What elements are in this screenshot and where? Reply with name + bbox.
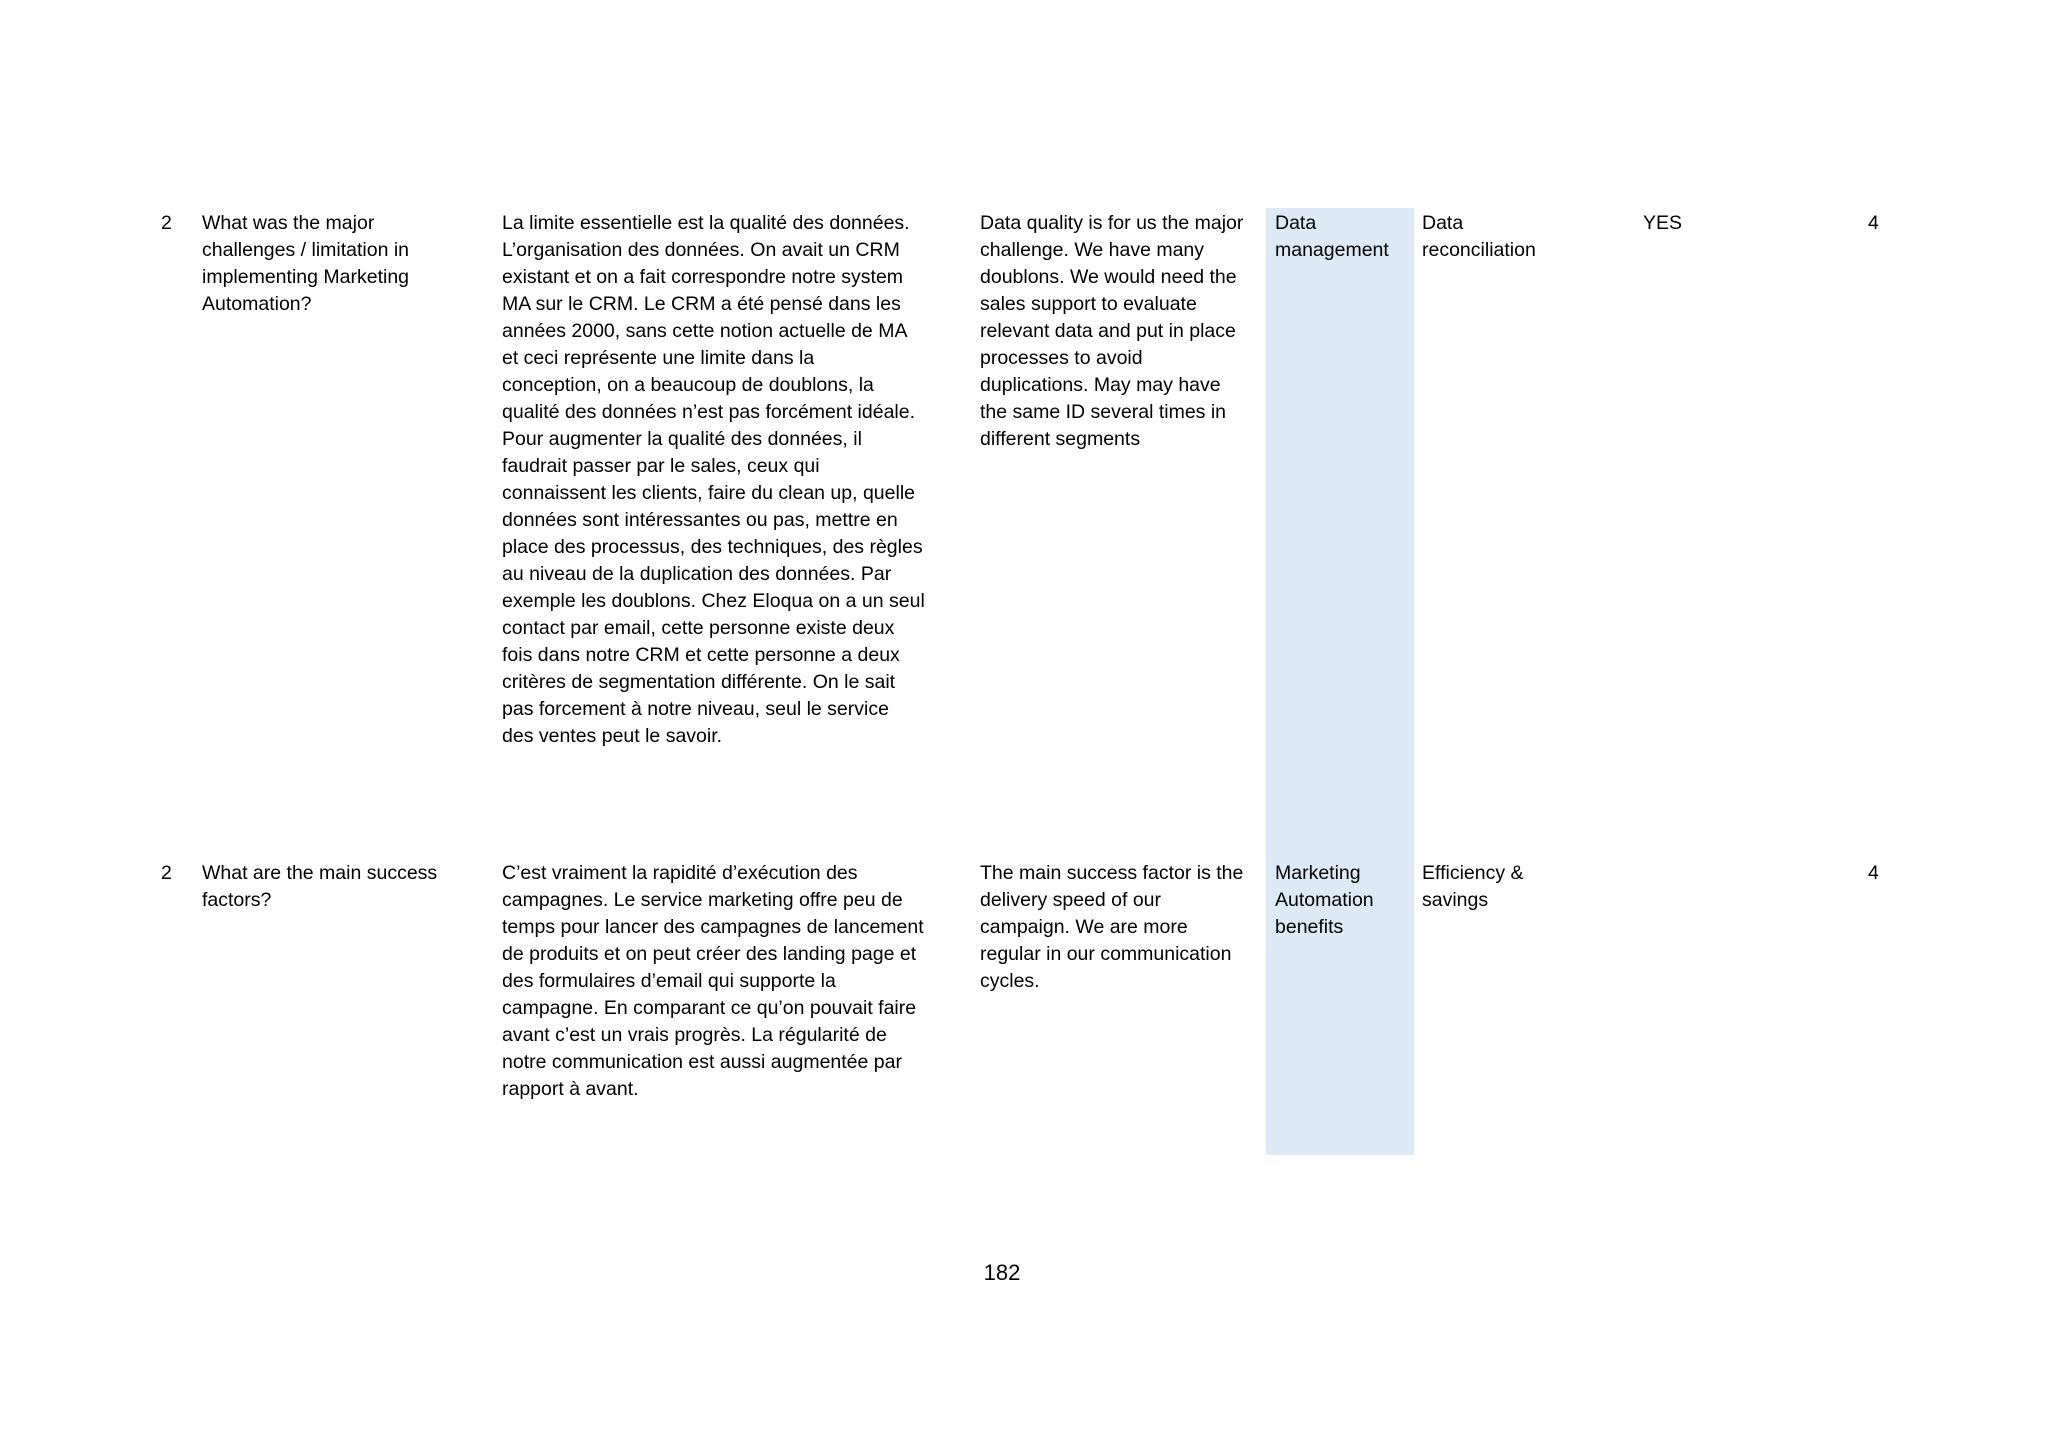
row-number: 2 [161,862,172,884]
question-text: What was the major challenges / limitation in implementing Marketing Automation? [202,212,410,315]
confirmation-value: YES [1643,212,1683,234]
english-summary: The main success factor is the delivery speed of our campaign. We are more regular in our communication cycles. [980,862,1244,992]
french-answer: La limite essentielle est la qualité des données. L’organisation des données. On avait un CRM existant et on a fait correspondre notre system MA sur le CRM. Le CRM a été pensé dans les années 2000, sans cette notion actuelle de MA et ceci représente une limite dans la conception, on a beaucoup de doublons, la qualité des données n’est pas forcément idéale. Pour augmenter la qualité des données, il faudrait passer par le sales, ceux qui connaissent les clients, faire du clean up, quelle données sont intéressantes ou pas, mettre en place des processus, des techniques, des règles au niveau de la duplication des données. Par exemple les doublons. Chez Eloqua on a un seul contact par email, cette personne existe deux fois dans notre CRM et cette personne a deux critères de segmentation différente. On le sait pas forcement à notre niveau, seul le service des ventes peut le savoir. [502,212,925,747]
question-text: What are the main success factors? [202,862,438,911]
english-summary: Data quality is for us the major challenge. We have many doublons. We would need the sales support to evaluate relevant data and put in place processes to avoid duplications. May may have the same ID several times in different segments [980,212,1244,450]
french-answer: C’est vraiment la rapidité d’exécution des campagnes. Le service marketing offre peu de temps pour lancer des campagnes de lancement de produits et on peut créer des landing page et des formulaires d’email qui supporte la campagne. En comparant ce qu’on pouvait faire avant c’est un vrais progrès. La régularité de notre communication est aussi augmentée par rapport à avant. [502,862,924,1100]
subtheme-label: Efficiency & savings [1422,862,1524,911]
score-value: 4 [1868,212,1879,234]
subtheme-label: Data reconciliation [1422,212,1536,261]
score-value: 4 [1868,862,1879,884]
page-number: 182 [983,1260,1021,1285]
theme-column-highlight [1266,208,1414,1155]
theme-label: Data management [1275,212,1389,261]
theme-label: Marketing Automation benefits [1275,862,1374,938]
row-number: 2 [161,212,172,234]
